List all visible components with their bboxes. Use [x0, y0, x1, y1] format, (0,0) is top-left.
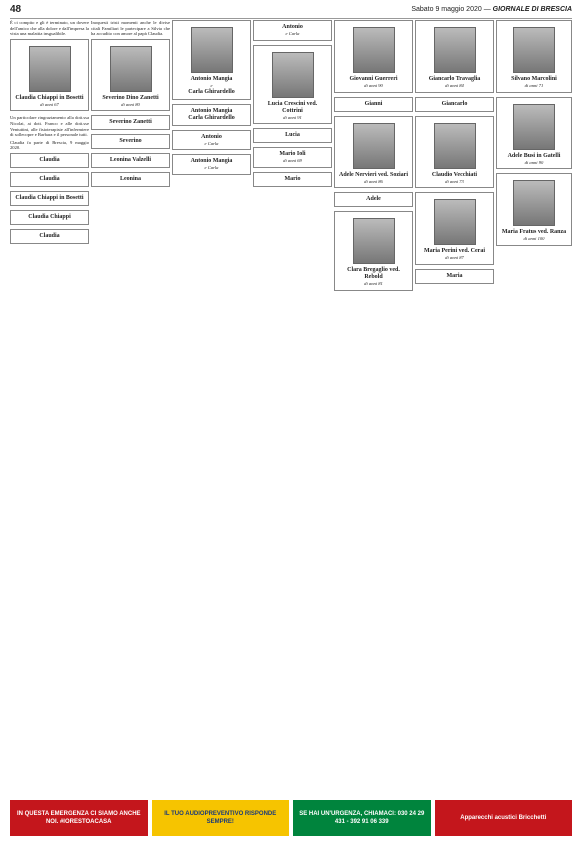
deceased-name: Silvano Marcolini [511, 76, 557, 82]
ad-block-phone: SE HAI UN'URGENZA, CHIAMACI: 030 24 29 431 - 392 91 06 339 [293, 800, 431, 836]
obituary-box [496, 97, 572, 170]
deceased-age: di anni 91 [283, 114, 302, 120]
obituary-box [172, 130, 251, 151]
obituary-box [253, 172, 332, 187]
obituary-box [10, 153, 89, 168]
deceased-name: Leonina Valzelli [109, 157, 152, 164]
obituary-box [172, 154, 251, 175]
obituary-box [91, 153, 170, 168]
column-6 [415, 20, 494, 288]
obituary-box [253, 20, 332, 41]
deceased-age: di anni 67 [40, 101, 59, 107]
deceased-age: di anni 100 [523, 236, 545, 242]
deceased-name: Antonio Mangia [190, 107, 233, 114]
obituary-box [334, 211, 413, 291]
obituary-box [91, 134, 170, 149]
deceased-name: Antonio [282, 24, 303, 30]
deceased-name: Severino Zanetti [109, 119, 152, 126]
obituary-box [496, 173, 572, 246]
obituary-box [253, 128, 332, 143]
obituary-box [334, 192, 413, 207]
portrait-photo [513, 104, 555, 150]
deceased-name: Claudio Vecchiati [431, 171, 478, 178]
deceased-name: Antonio Mangia [190, 76, 233, 82]
deceased-name: Severino Dino Zanetti [102, 94, 159, 101]
deceased-name: Mario Ioli [279, 151, 306, 158]
deceased-age: di anni 73 [445, 178, 464, 184]
deceased-name: Antonio [201, 133, 222, 140]
obituary-text: Un particolare ringraziamento alla dott.ssa Nicolai, ai dott. Franco e alle dott.sse Ventuttini, alle fisioterapiste all'infermiere di sollecopre e Barbara e il personale tutti. [10, 115, 89, 138]
obituary-box [10, 39, 89, 112]
deceased-age: e Carla [204, 165, 219, 171]
deceased-age: di anni 69 [283, 158, 302, 164]
deceased-name: Maria Perini ved. Cerai [424, 248, 485, 255]
obituary-box [334, 20, 413, 93]
deceased-name: Giovanni Guerreri [349, 76, 398, 82]
portrait-photo [513, 180, 555, 226]
column-7 [496, 20, 572, 250]
portrait-photo [191, 27, 233, 73]
deceased-name: Claudia [39, 232, 60, 239]
obituary-box [91, 39, 170, 112]
conjunction: e [210, 83, 213, 88]
deceased-age: di anni 90 [524, 159, 544, 165]
deceased-age: di anni 90 [364, 83, 383, 88]
obituary-box [334, 97, 413, 112]
header-date: Sabato 9 maggio 2020 — GIORNALE DI BRESCIA [411, 6, 572, 13]
column-1 [10, 20, 89, 248]
obituary-box [496, 20, 572, 93]
deceased-age: di anni 87 [445, 255, 464, 261]
deceased-age: di anni 81 [364, 281, 383, 287]
ad-block-brand: Apparecchi acustici Bricchetti [435, 800, 573, 836]
deceased-name: Carla Ghirardello [188, 114, 235, 121]
obituary-box [415, 269, 494, 284]
portrait-photo [434, 199, 476, 245]
column-3 [172, 20, 251, 179]
deceased-name: Gianni [364, 100, 383, 107]
obituary-text: Inoquesti tristi momenti anche le divise citali Familiari le partecipare a Silvia che ha accudito con amore al papà Claudia. [91, 20, 170, 37]
ad-block-emergency: IN QUESTA EMERGENZA CI SIAMO ANCHE NOI. #IORESTOACASA [10, 800, 148, 836]
obituary-box [10, 229, 89, 244]
deceased-age: di anni 71 [524, 83, 544, 88]
obituary-box [10, 191, 89, 206]
deceased-name: Severino [119, 138, 142, 145]
deceased-age: e Carla [285, 31, 300, 36]
portrait-photo [353, 27, 395, 73]
deceased-age: e Carla [204, 140, 219, 146]
deceased-name: Claudia Chiappi in Bosetti [15, 94, 84, 101]
deceased-name: Claudia [39, 156, 60, 163]
page-header [10, 4, 572, 19]
obituary-box [172, 20, 251, 100]
obituary-box [91, 115, 170, 130]
obituary-box [334, 116, 413, 189]
portrait-photo [29, 46, 71, 92]
column-5 [334, 20, 413, 295]
ad-block-audio: IL TUO AUDIOPREVENTIVO RISPONDE SEMPRE! [152, 800, 290, 836]
portrait-photo [110, 46, 152, 92]
deceased-name: Lucia Crescini ved. Cottrini [267, 100, 318, 114]
deceased-name: Leonina [119, 176, 141, 183]
deceased-name: Maria [446, 272, 463, 279]
deceased-name: Lucia [285, 132, 300, 139]
deceased-name: Clara Bregaglio ved. Rebold [347, 267, 400, 281]
obituary-box [415, 116, 494, 189]
obituary-box [253, 45, 332, 125]
deceased-name: Maria Fratus ved. Ranza [501, 229, 567, 236]
obituary-box [10, 172, 89, 187]
obituary-box [91, 172, 170, 187]
deceased-name: Claudia Chiappi in Bosetti [15, 194, 84, 201]
page-number: 48 [10, 4, 22, 15]
portrait-photo [434, 123, 476, 169]
column-4 [253, 20, 332, 191]
obituary-text: È ci compito e gli è terminato, un dovere dell'amico che alla dolore e dall'impresa la vista una malattia insgualibile. [10, 20, 89, 37]
deceased-name: Adele Nervieri ved. Soziari [339, 171, 408, 178]
deceased-name: Carla Ghirardello [188, 88, 235, 95]
deceased-name: Adele [366, 196, 381, 203]
portrait-photo [353, 218, 395, 264]
column-2 [91, 20, 170, 191]
deceased-name: Giancarlo Travaglia [428, 76, 481, 82]
obituary-box [10, 210, 89, 225]
obituary-box [415, 20, 494, 93]
deceased-name: Antonio Mangia [190, 158, 233, 165]
obituary-box [253, 147, 332, 168]
obituary-box [415, 97, 494, 112]
deceased-age: di anni 84 [445, 83, 464, 88]
portrait-photo [353, 123, 395, 169]
portrait-photo [434, 27, 476, 73]
deceased-name: Mario [284, 175, 301, 182]
deceased-name: Claudia [39, 175, 60, 182]
obituary-box [415, 192, 494, 265]
advertisement-banner [10, 800, 572, 836]
deceased-age: di anni 80 [121, 101, 140, 107]
obituary-text: Claudia fa parte di Brescia, 9 maggio 2020. [10, 139, 89, 151]
obituary-box [172, 104, 251, 126]
deceased-age: di anni 86 [364, 178, 383, 184]
deceased-name: Giancarlo [441, 100, 468, 107]
portrait-photo [272, 52, 314, 98]
portrait-photo [513, 27, 555, 73]
deceased-name: Adele Busi in Gatelli [507, 152, 561, 159]
deceased-name: Claudia Chiappi [28, 213, 71, 220]
